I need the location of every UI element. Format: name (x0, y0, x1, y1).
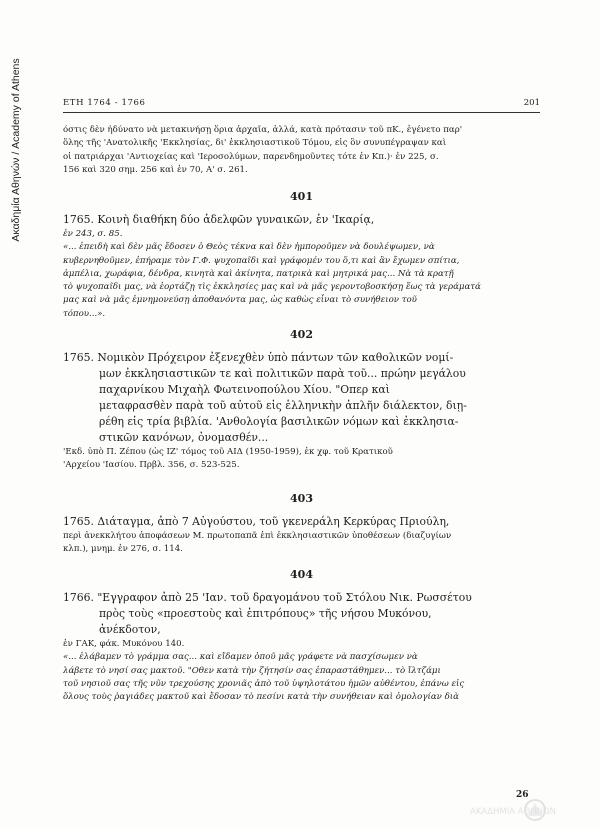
quote-line: «... ἐλάβαμεν τὸ γράμμα σας... καὶ εἴδαμεν ὁποῦ μᾶς γράφετε νὰ πασχίσωμεν νὰ (63, 652, 418, 663)
entry-number: 403 (290, 492, 313, 505)
academy-watermark-logo (470, 798, 590, 823)
intro-paragraph (63, 124, 540, 177)
quote-line: ἀμπέλια, χωράφια, δένδρα, κινητὰ καὶ ἀκίνητα, πατρικὰ καὶ μητρικά μας... Νὰ τὰ κρατῇ (63, 268, 454, 279)
entry-heading: 1765. Κοινὴ διαθήκη δύο ἀδελφῶν γυναικῶν, ἐν 'Ικαρίᾳ, (63, 213, 375, 226)
quote-line: τόπου...». (63, 308, 106, 319)
watermark-text: ΑΚΑΔΗΜΙΑ ΑΘΗΝΩΝ (470, 807, 556, 817)
header-page-number: 201 (523, 98, 540, 108)
quote-line: τοῦ νησιοῦ σας τῆς νῦν τρεχούσης χρονιᾶς ἀπὸ τοῦ ὑψηλοτάτου ἡμῶν αὐθέντου, ἐπάνω εἰς (63, 678, 465, 689)
entry-ref: ἐν ΓΑΚ, φάκ. Μυκόνου 140. (63, 639, 185, 649)
text-line: οἱ πατριάρχαι 'Αντιοχείας καὶ 'Ιεροσολύμων, παρενδημοῦντες τότε ἐν Κπ.)· ἐν 225, σ. (63, 151, 439, 162)
entry-number: 401 (290, 190, 313, 203)
quote-line: τὸ ψυχοπαῖδι μας, νὰ ἑορτάζῃ τὶς ἐκκλησίες μας καὶ νὰ μᾶς γεροντοβοσκήσῃ ἕως τὰ γεράματά (63, 282, 481, 293)
text-line: όστις δὲν ἠδύνατο νὰ μετακινήσῃ ὅρια ἀρχαῖα, ἀλλά, κατὰ πρότασιν τοῦ πΚ., ἐγένετο παρ' (63, 125, 463, 135)
entry-number: 402 (290, 328, 313, 341)
entry-heading: πρὸς τοὺς «προεστοὺς καὶ ἐπιτρόπους» τῆς νήσου Μυκόνου, (99, 607, 432, 620)
entry-heading: στικῶν κανόνων, ὀνομασθέν... (99, 431, 269, 444)
entry-ref: κλπ.), μνημ. ἐν 276, σ. 114. (63, 544, 183, 555)
quote-line: ὅλους τοὺς ῥαγιάδες μακτοῦ καὶ ἔδοσαν τὸ πεσίνι κατὰ τὴν συνήθειαν καὶ ὁμολογίαν διὰ (63, 692, 459, 703)
archive-side-label: Ακαδημία Αθηνών / Academy of Athens (10, 58, 22, 242)
entry-heading: παχαρνίκου Μιχαὴλ Φωτεινοπούλου Χίου. "Οπερ καὶ (99, 383, 390, 396)
quote-line: κυβερνηθοῦμεν, ἐπήραμε τὸν Γ.Φ. ψυχοπαῖδι καὶ γράφομέν του ὅ,τι καὶ ἂν ἔχωμεν σπίτια, (63, 255, 460, 266)
entry-ref: 'Αρχείου 'Ιασίου. Πρβλ. 356, σ. 523-525. (63, 460, 240, 471)
entry-heading: 1765. Νομικὸν Πρόχειρον ἐξενεχθὲν ὑπὸ πάντων τῶν καθολικῶν νομί- (63, 351, 454, 364)
entry-heading: μεταφρασθὲν παρὰ τοῦ αὐτοῦ εἰς ἑλληνικὴν ἁπλῆν διάλεκτον, διῃ- (99, 399, 467, 412)
entry-ref: 'Εκδ. ὑπὸ Π. Ζέπου (ὡς ΙΖ' τόμος τοῦ ΑΙΔ (1950-1959), ἐκ χφ. τοῦ Κρατικοῦ (63, 447, 393, 457)
entry-heading: μων ἐκκλησιαστικῶν τε καὶ πολιτικῶν παρὰ τοῦ... πρώην μεγάλου (99, 367, 466, 380)
entry-heading: ρέθη εἰς τρία βιβλία. 'Ανθολογία βασιλικῶν νόμων καὶ ἐκκλησια- (99, 415, 459, 428)
header-title: ΕΤΗ 1764 - 1766 (63, 98, 146, 108)
entry-ref: ἐν 243, σ. 85. (63, 229, 123, 239)
quote-line: «... ἐπειδὴ καὶ δὲν μᾶς ἔδοσεν ὁ Θεὸς τέκνα καὶ δὲν ἠμποροῦμεν νὰ δουλέψωμεν, νὰ (63, 242, 435, 253)
running-header (63, 98, 540, 113)
entry-heading: 1766. "Εγγραφον ἀπὸ 25 'Ιαν. τοῦ δραγομάνου τοῦ Στόλου Νικ. Ρωσσέτου (63, 591, 472, 604)
page-number: 26 (516, 790, 529, 800)
entry-heading: ἀνέκδοτον, (99, 623, 161, 636)
entry-ref: περὶ ἀνεκκλήτου ἀποφάσεων Μ. πρωτοπαπᾶ ἐπὶ ἐκκλησιαστικῶν ὑποθέσεων (διαζυγίων (63, 531, 452, 541)
quote-line: λάβετε τὸ νησί σας μακτοῦ. "Οθεν κατὰ τὴν ζήτησίν σας ἐπαραστάθημεν... τὸ ἴλτζάμι (63, 665, 441, 676)
entry-number: 404 (290, 568, 313, 581)
entry-heading: 1765. Διάταγμα, ἀπὸ 7 Αὐγούστου, τοῦ γκενεράλη Κερκύρας Πριούλη, (63, 515, 450, 528)
quote-line: μας καὶ νὰ μᾶς ἐμνημονεύσῃ ἀποθανόντα μας, ὡς καθὼς εἶναι τὸ συνήθειον τοῦ (63, 295, 417, 306)
text-line: 156 καὶ 320 σημ. 256 καὶ ἐν 70, Α' σ. 261. (63, 164, 248, 175)
text-line: ὅλης τῆς 'Ανατολικῆς 'Εκκλησίας, δι' ἐκκλησιαστικοῦ Τόμου, εἰς ὃν συνυπέγραψαν καὶ (63, 138, 447, 149)
